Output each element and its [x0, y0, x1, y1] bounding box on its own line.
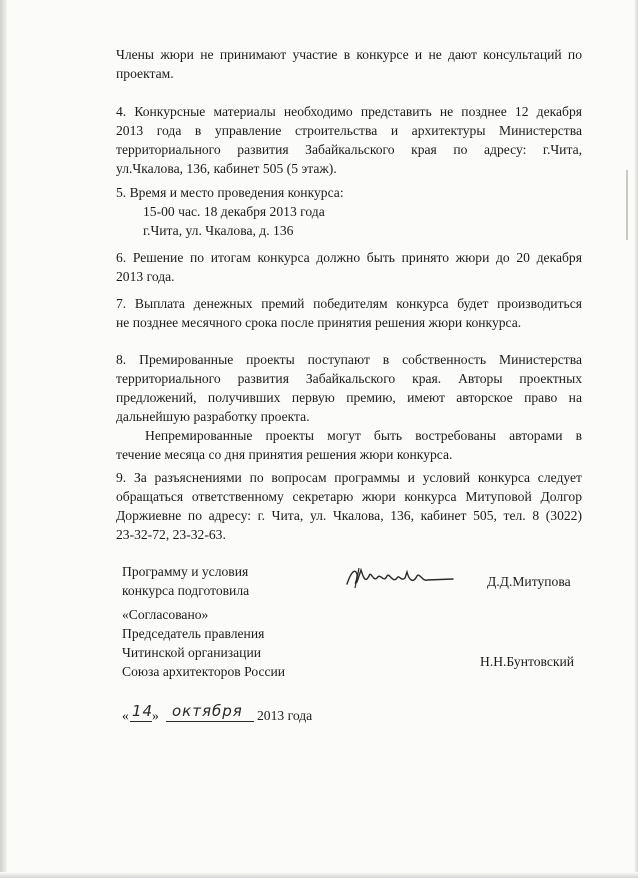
prepared-by-name: Д.Д.Митупова	[487, 574, 571, 589]
item-9-line-2: обращаться ответственному секретарю жюри конкурса Митуповой Долгор	[116, 489, 582, 504]
item-7-line-2: не позднее месячного срока после принятия решения жюри конкурса.	[116, 315, 522, 330]
approved-line-2: Председатель правления	[122, 626, 265, 641]
scan-edge-left	[0, 0, 7, 878]
approved-line-4: Союза архитекторов России	[122, 664, 286, 679]
item-9-line-3: Доржиевне по адресу: г. Чита, ул. Чкалова, 136, кабинет 505, тел. 8 (3022)	[116, 508, 582, 523]
date-open-quote: «	[122, 708, 129, 723]
approved-line-1: «Согласовано»	[122, 607, 209, 622]
item-4-line-2: 2013 года в управление строительства и архитектуры Министерства	[116, 123, 582, 138]
scan-edge-bottom	[0, 872, 638, 878]
date-day-handwritten: 14	[132, 702, 154, 720]
scan-edge-right	[634, 0, 638, 878]
date-year: 2013 года	[257, 708, 313, 723]
scan-fold-mark	[626, 170, 628, 240]
item-9-line-1: 9. За разъяснениями по вопросам программы и условий конкурса следует	[116, 470, 582, 485]
item-4-line-1: 4. Конкурсные материалы необходимо представить не позднее 12 декабря	[116, 104, 582, 119]
item-5-line-1: 5. Время и место проведения конкурса:	[116, 185, 344, 200]
item-8-line-6: течение месяца со дня принятия решения жюри конкурса.	[116, 447, 453, 462]
prepared-by-line-2: конкурса подготовила	[122, 583, 250, 598]
item-5-line-2: 15-00 час. 18 декабря 2013 года	[143, 204, 325, 219]
item-8-line-4: дальнейшую разработку проекта.	[116, 409, 310, 424]
item-7-line-1: 7. Выплата денежных премий победителям конкурса будет производиться	[116, 296, 582, 311]
date-day-underline	[130, 721, 152, 722]
date-month-underline	[166, 721, 254, 722]
signature-scribble	[343, 562, 455, 592]
date-close-quote: »	[152, 708, 159, 723]
approved-name: Н.Н.Бунтовский	[480, 654, 575, 669]
item-4-line-3: территориального развития Забайкальского края по адресу: г.Чита,	[116, 142, 582, 157]
item-8-line-1: 8. Премированные проекты поступают в собственность Министерства	[116, 352, 582, 367]
item-5-line-3: г.Чита, ул. Чкалова, д. 136	[143, 223, 294, 238]
prepared-by-line-1: Программу и условия	[122, 564, 249, 579]
item-9-line-4: 23-32-72, 23-32-63.	[116, 527, 226, 542]
item-8-line-5: Непремированные проекты могут быть востребованы авторами в	[145, 428, 582, 443]
item-6-line-1: 6. Решение по итогам конкурса должно быть принято жюри до 20 декабря	[116, 250, 582, 265]
item-6-line-2: 2013 года.	[116, 269, 175, 284]
intro-line-2: проектам.	[116, 66, 174, 81]
intro-line-1: Члены жюри не принимают участие в конкурсе и не дают консультаций по	[116, 47, 582, 62]
approved-line-3: Читинской организации	[122, 645, 261, 660]
item-4-line-4: ул.Чкалова, 136, кабинет 505 (5 этаж).	[116, 161, 337, 176]
item-8-line-2: территориального развития Забайкальского края. Авторы проектных	[116, 371, 582, 386]
item-8-line-3: предложений, получивших первую премию, имеют авторское право на	[116, 390, 582, 405]
date-month-handwritten: октября	[172, 702, 243, 720]
